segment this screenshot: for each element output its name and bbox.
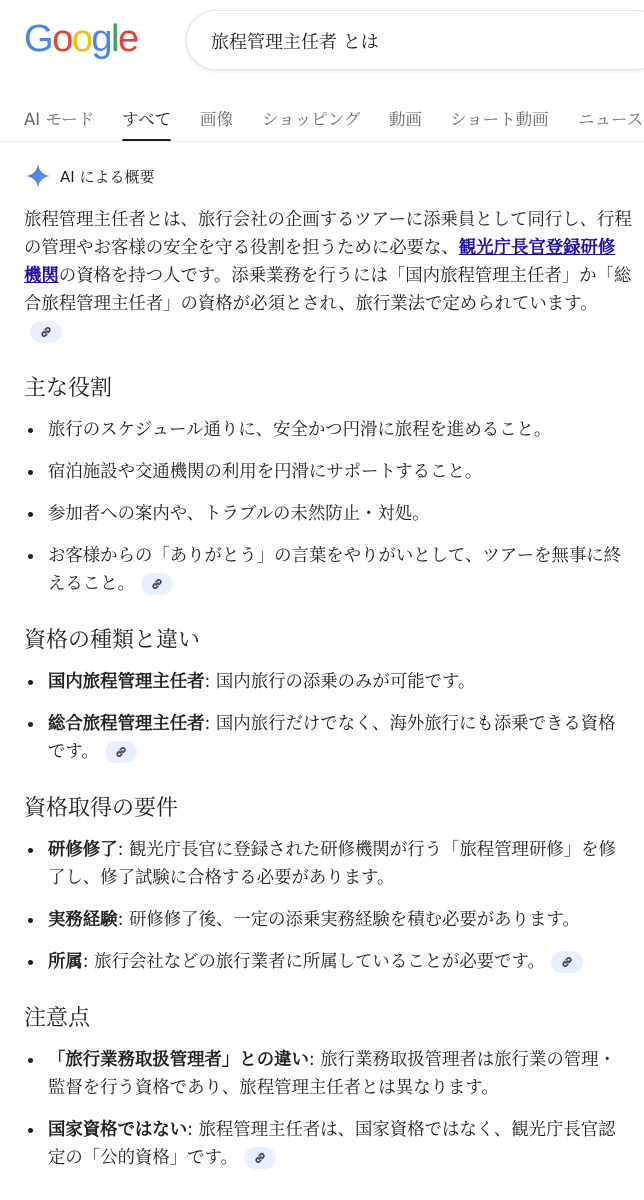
link-icon xyxy=(114,745,128,759)
ai-overview-content xyxy=(24,206,632,1186)
list-item-text: 宿泊施設や交通機関の利用を円滑にサポートすること。 xyxy=(48,462,483,482)
tab-short-videos[interactable]: ショート動画 xyxy=(450,110,549,129)
section-list xyxy=(24,668,632,766)
ai-overview-title: AI による概要 xyxy=(60,167,155,186)
list-item xyxy=(24,1046,632,1102)
list-item xyxy=(24,416,632,444)
list-item xyxy=(24,500,632,528)
section-heading: 資格取得の要件 xyxy=(24,796,179,821)
google-logo[interactable]: Google xyxy=(24,18,138,60)
list-item-term: 「旅行業務取扱管理者」との違い xyxy=(48,1050,309,1070)
list-item xyxy=(24,542,632,598)
link-icon xyxy=(560,955,574,969)
section-heading: 資格の種類と違い xyxy=(24,628,201,653)
section-list xyxy=(24,416,632,598)
tab-ai-mode[interactable]: AI モード xyxy=(24,110,95,129)
list-item xyxy=(24,668,632,696)
list-item xyxy=(24,906,632,934)
section-list xyxy=(24,836,632,976)
list-item-text: : 観光庁長官に登録された研修機関が行う「旅程管理研修」を修了し、修了試験に合格する必要があります。 xyxy=(48,840,616,888)
list-item-text: : 旅行業務取扱管理者は旅行業の管理・監督を行う資格であり、旅程管理主任者とは異なります。 xyxy=(48,1050,616,1098)
tab-images[interactable]: 画像 xyxy=(200,110,233,129)
tab-shopping[interactable]: ショッピング xyxy=(262,110,361,129)
list-item xyxy=(24,948,632,976)
intro-paragraph xyxy=(24,206,632,346)
search-input[interactable]: 旅程管理主任者 とは xyxy=(211,32,379,53)
list-item-text: お客様からの「ありがとう」の言葉をやりがいとして、ツアーを無事に終えること。 xyxy=(48,546,622,594)
citation-button[interactable] xyxy=(551,951,583,973)
list-item-text: : 国内旅行の添乗のみが可能です。 xyxy=(204,672,476,692)
overview-sections xyxy=(24,374,632,1172)
section-heading: 主な役割 xyxy=(24,376,113,401)
list-item-text: : 旅行会社などの旅行業者に所属していることが必要です。 xyxy=(82,952,545,972)
citation-button[interactable] xyxy=(30,321,62,343)
citation-button[interactable] xyxy=(105,741,137,763)
intro-text-1: 旅程管理主任者とは、旅行会社の企画するツアーに添乗員として同行し、行程の管理やお客様の安全を守る役割を担うために必要な、 xyxy=(24,210,632,258)
list-item xyxy=(24,1116,632,1172)
list-item-text: 参加者への案内や、トラブルの未然防止・対処。 xyxy=(48,504,430,524)
list-item-term: 研修修了 xyxy=(48,840,118,860)
link-icon xyxy=(253,1151,267,1165)
list-item-term: 国家資格ではない xyxy=(48,1120,188,1140)
list-item xyxy=(24,836,632,892)
intro-text-2: の資格を持つ人です。添乗業務を行うには「国内旅程管理主任者」か「総合旅程管理主任者」の資格が必須とされ、旅行業法で定められています。 xyxy=(24,266,632,314)
tab-news[interactable]: ニュース xyxy=(578,110,644,129)
search-tabs xyxy=(0,96,644,142)
section-list xyxy=(24,1046,632,1172)
search-header xyxy=(0,0,644,92)
section-heading: 注意点 xyxy=(24,1006,91,1031)
ai-overview-header xyxy=(24,160,154,192)
tab-all[interactable]: すべて xyxy=(122,106,171,142)
list-item-text: : 国内旅行だけでなく、海外旅行にも添乗できる資格です。 xyxy=(48,714,616,762)
list-item-term: 実務経験 xyxy=(48,910,118,930)
list-item xyxy=(24,458,632,486)
list-item-term: 国内旅程管理主任者 xyxy=(48,672,205,692)
link-icon xyxy=(150,577,164,591)
list-item-text: : 研修修了後、一定の添乗実務経験を積む必要があります。 xyxy=(117,910,580,930)
link-icon xyxy=(39,325,53,339)
search-box[interactable] xyxy=(186,10,644,70)
tab-videos[interactable]: 動画 xyxy=(389,110,422,129)
citation-button[interactable] xyxy=(141,573,173,595)
list-item-term: 所属 xyxy=(48,952,83,972)
list-item-text: 旅行のスケジュール通りに、安全かつ円滑に旅程を進めること。 xyxy=(48,420,552,440)
list-item-text: : 旅程管理主任者は、国家資格ではなく、観光庁長官認定の「公的資格」です。 xyxy=(48,1120,616,1168)
intro-link[interactable]: 観光庁長官登録研修機関 xyxy=(24,238,616,286)
list-item-term: 総合旅程管理主任者 xyxy=(48,714,205,734)
sparkle-icon xyxy=(24,162,52,190)
list-item xyxy=(24,710,632,766)
citation-button[interactable] xyxy=(244,1147,276,1169)
